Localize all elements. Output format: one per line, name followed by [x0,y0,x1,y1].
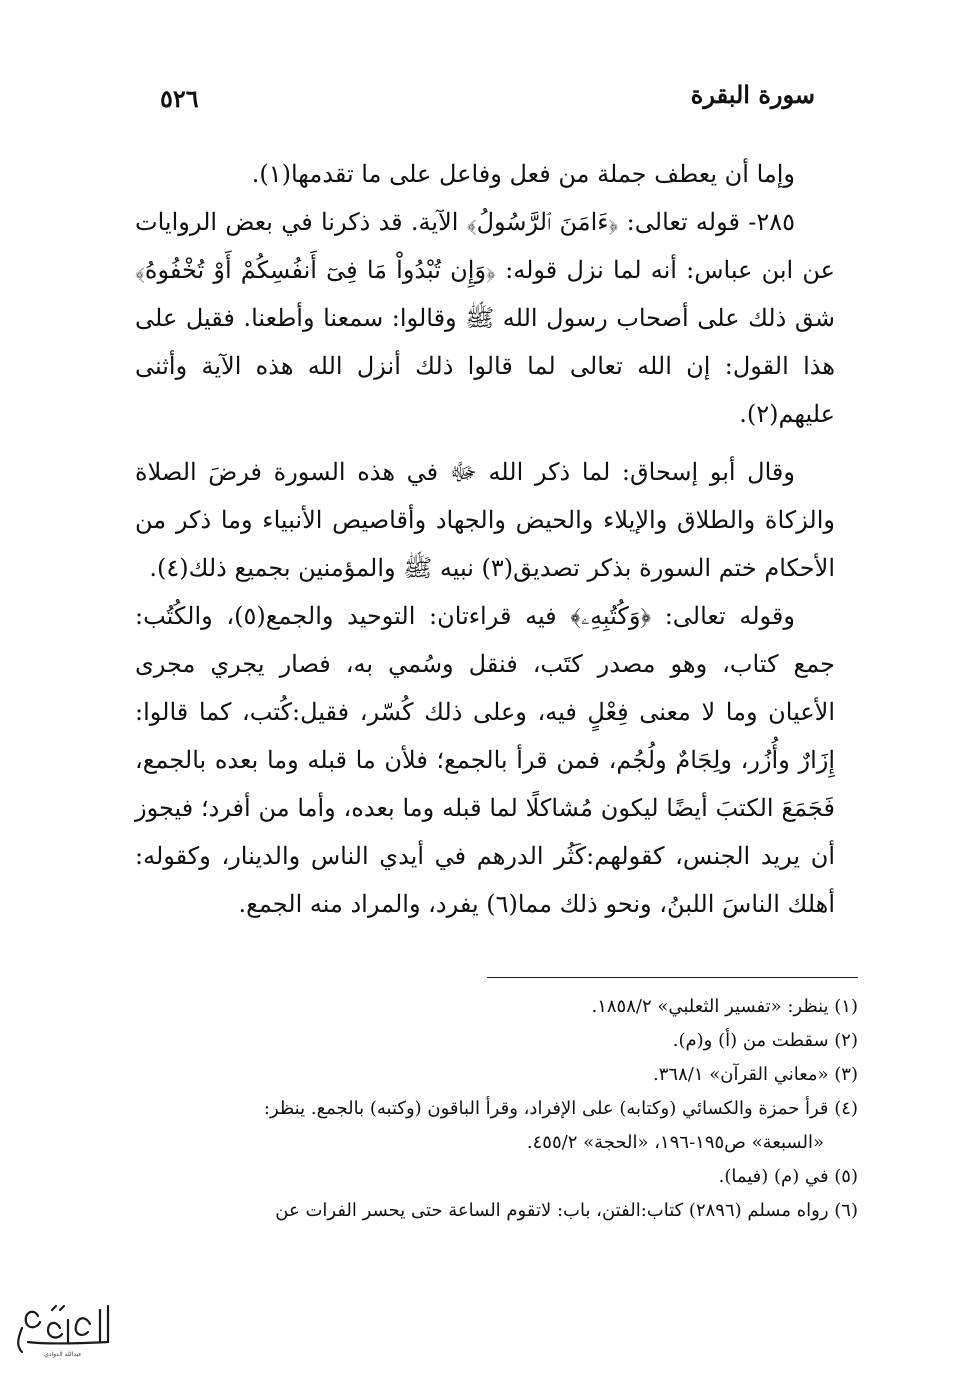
paragraph: وقال أبو إسحاق: لما ذكر الله ﷻ في هذه السورة فرضَ الصلاة والزكاة والطلاق والإيلاء والحيض والجهاد وأقاصيص الأنبياء وما ذكر من الأحكام ختم السورة بذكر تصديق(٣) نبيه ﷺ والمؤمنين بجميع ذلك(٤). [135,458,835,582]
main-text [135,150,835,928]
watermark-logo [8,1298,118,1360]
footnote: (٥) في (م) (فيما). [718,1166,858,1187]
paragraph: ٢٨٥- قوله تعالى: ﴿ءَامَنَ ٱلرَّسُولُ﴾ الآية. قد ذكرنا في بعض الروايات عن ابن عباس: أنه لما نزل قوله: ﴿وَإِن تُبْدُواْ مَا فِىٓ أَنفُسِكُمْ أَوْ تُخْفُوهُ﴾ شق ذلك على أصحاب رسول الله ﷺ وقالوا: سمعنا وأطعنا. فقيل على هذا القول: إن الله تعالى لما قالوا ذلك أنزل الله هذه الآية وأثنى عليهم(٢). [135,208,835,428]
paragraph: وإما أن يعطف جملة من فعل وفاعل على ما تقدمها(١). [251,160,795,188]
footnote: (١) ينظر: «تفسير الثعلبي» ١٨٥٨/٢. [591,996,858,1017]
footnote: (٣) «معاني القرآن» ٣٦٨/١. [653,1064,858,1085]
footnote: (٢) سقطت من (أ) و(م). [672,1030,858,1051]
paragraph: وقوله تعالى: ﴿وَكُتُبِهِۦ﴾ فيه قراءتان: التوحيد والجمع(٥)، والكُتُب: جمع كتاب، وهو مصدر كتَب، فنقل وسُمي به، فصار يجري مجرى الأعيان وما لا معنى فِعْلٍ فيه، وعلى ذلك كُسّر، فقيل:كُتب، كما قالوا: إِزَارٌ وأُزُر، ولِجَامٌ ولُجُم، فمن قرأ بالجمع؛ فلأن ما قبله وما بعده بالجمع، فَجَمَعَ الكتبَ أيضًا ليكون مُشاكلًا لما قبله وما بعده، وأما من أفرد؛ فيجوز أن يريد الجنس، كقولهم:كَثُر الدرهم في أيدي الناس والدينار، وكقوله: أهلك الناسَ اللبنُ، ونحو ذلك مما(٦) يفرد، والمراد منه الجمع. [135,602,835,918]
running-header [160,80,815,120]
page-number: ٥٢٦ [160,84,199,113]
watermark-subtext: عبدالله الدوادي [44,1351,82,1358]
footnote: (٦) رواه مسلم (٢٨٩٦) كتاب:الفتن، باب: لاتقوم الساعة حتى يحسر الفرات عن [275,1200,858,1221]
footnote-separator [487,977,858,978]
surah-title: سورة البقرة [690,80,815,109]
footnote: (٤) قرأ حمزة والكسائي (وكتابه) على الإفراد، وقرأ الباقون (وكتبه) بالجمع. ينظر: [263,1098,858,1119]
footnote-continuation: «السبعة» ص١٩٥-١٩٦، «الحجة» ٤٥٥/٢. [526,1132,824,1153]
footnotes [113,990,858,1228]
